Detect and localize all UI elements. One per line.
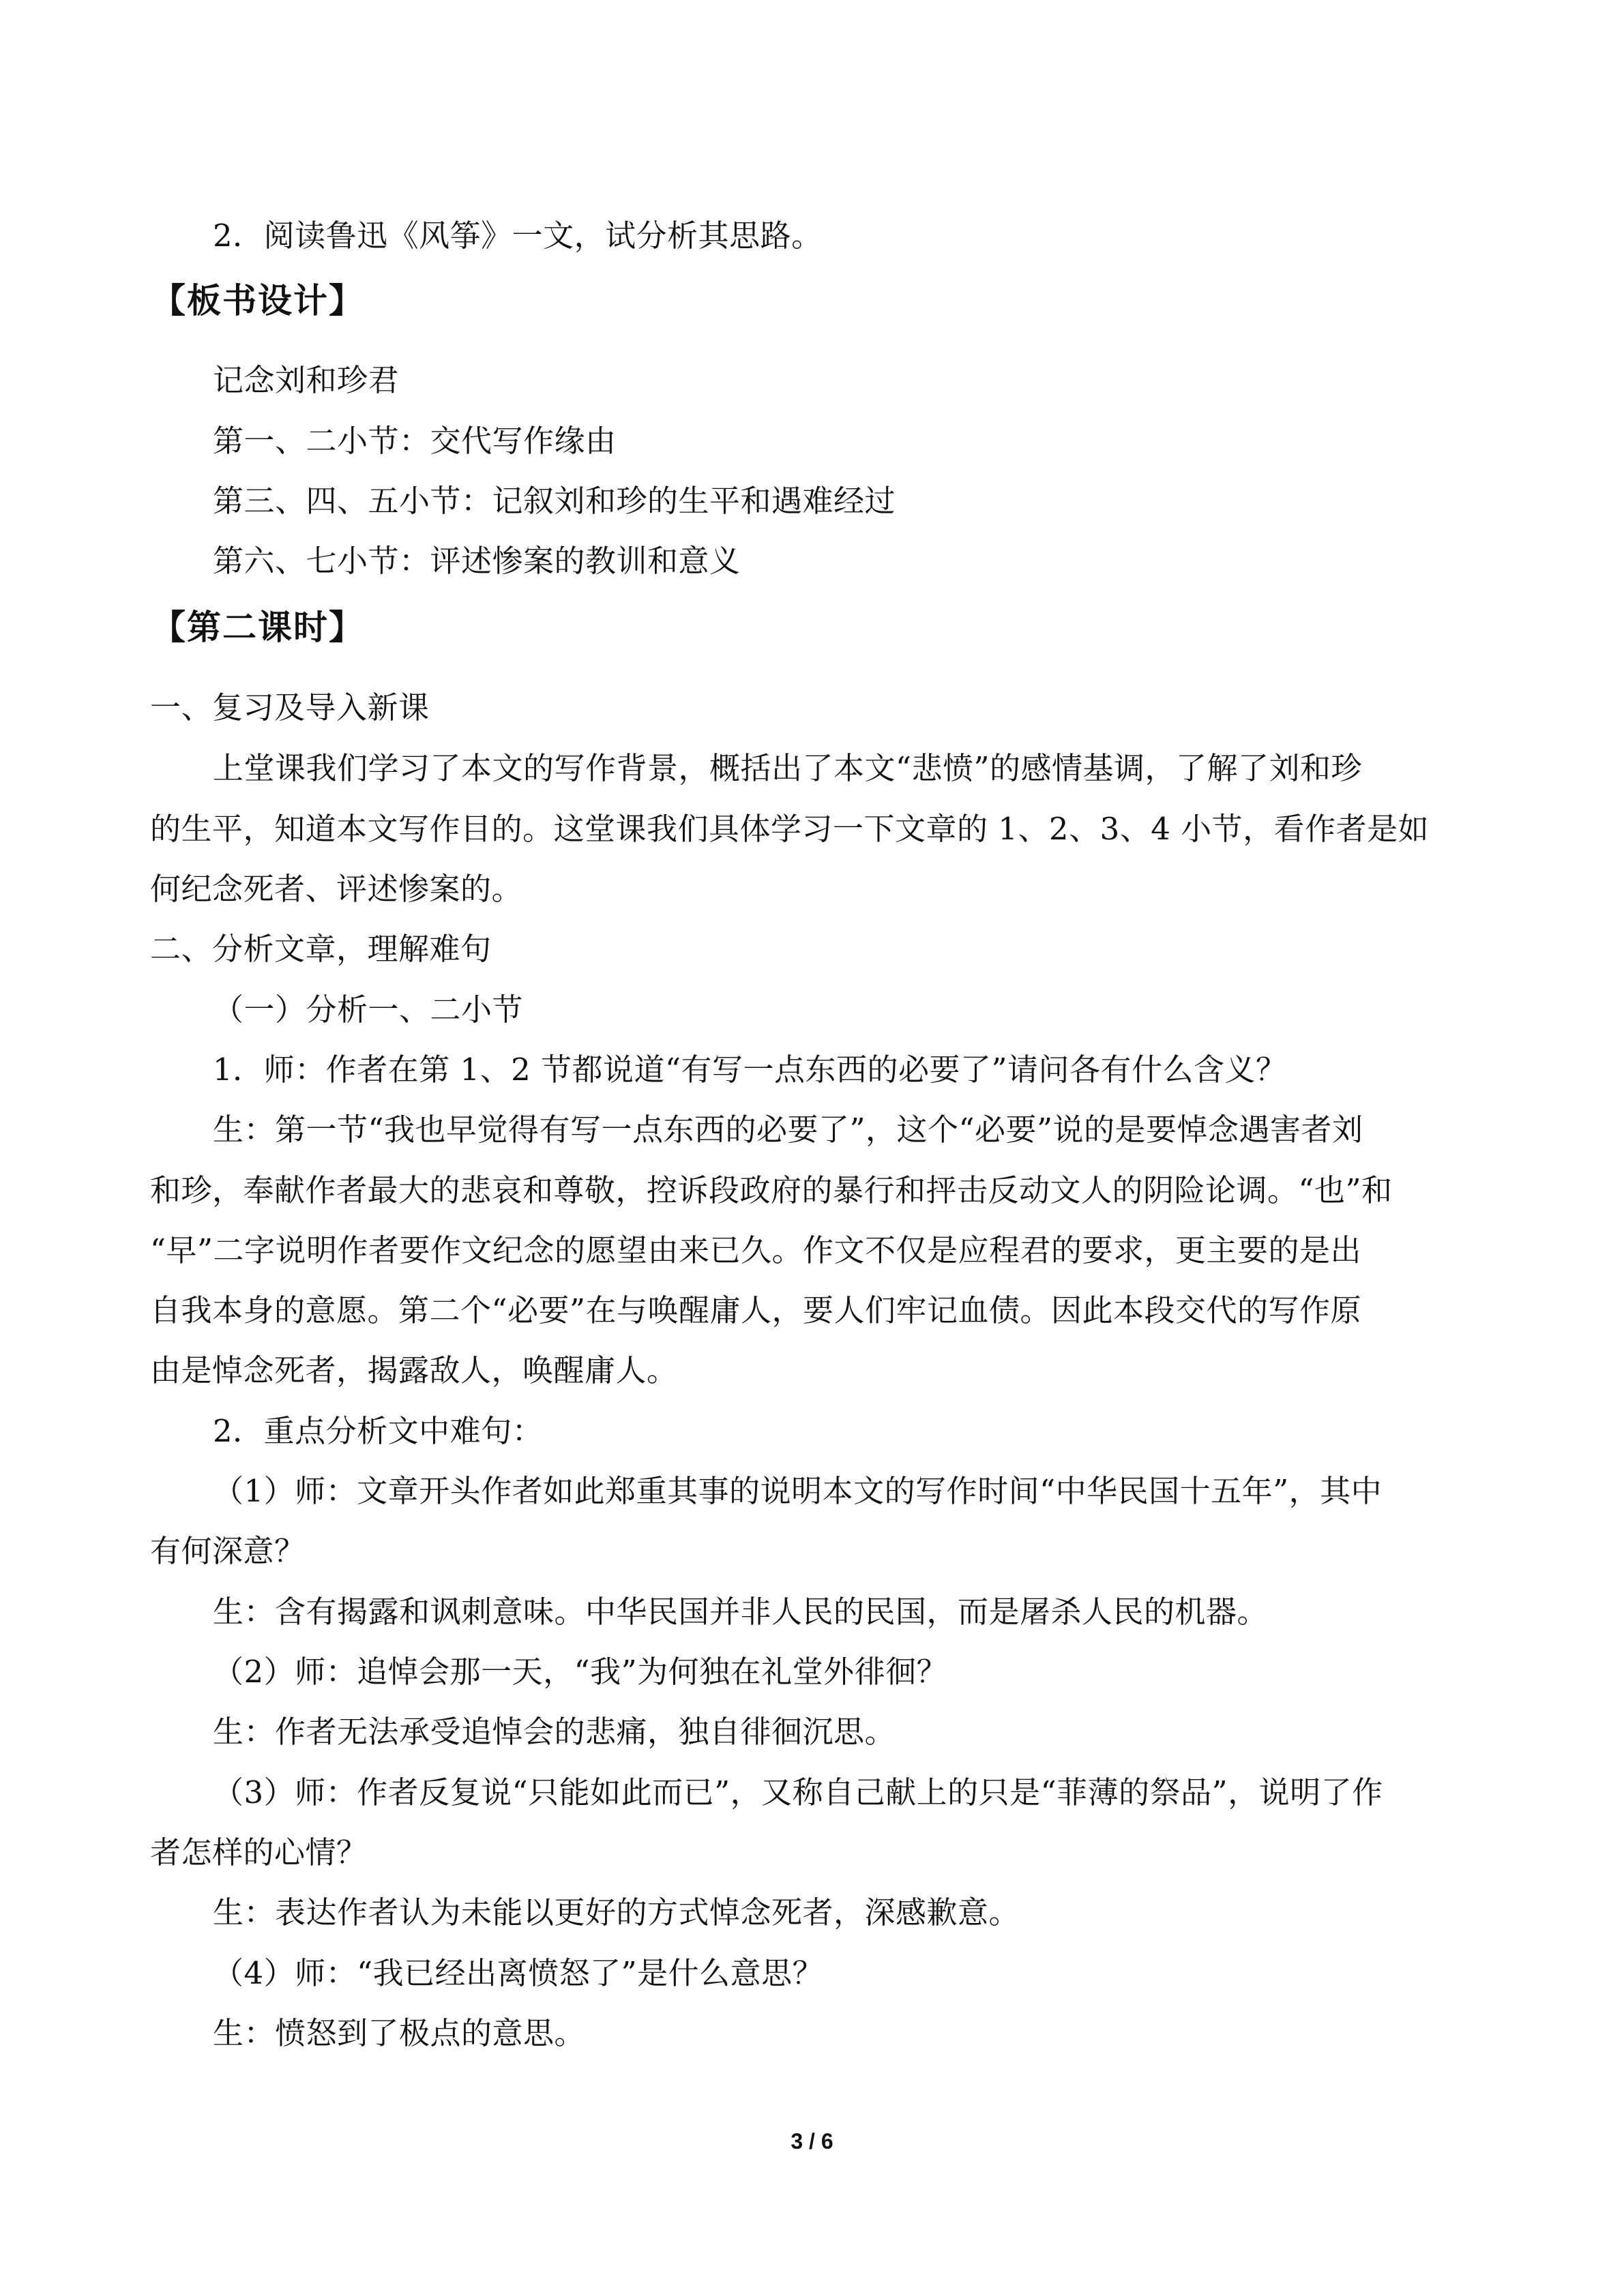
page-number: 3 / 6 xyxy=(791,2129,833,2153)
question-3-difficult-line-1: （3）师：作者反复说“只能如此而已”，又称自己献上的只是“菲薄的祭品”，说明了作 xyxy=(213,1774,1383,1810)
answer-1-line-2: 和珍，奉献作者最大的悲哀和尊敬，控诉段政府的暴行和抨击反动文人的阴险论调。“也”和 xyxy=(150,1172,1393,1208)
answer-1-line-1: 生：第一节“我也早觉得有写一点东西的必要了”，这个“必要”说的是要悼念遇害者刘 xyxy=(213,1112,1363,1148)
answer-2-difficult: 生：作者无法承受追悼会的悲痛，独自徘徊沉思。 xyxy=(213,1714,896,1750)
answer-1-line-5: 由是悼念死者，揭露敌人，唤醒庸人。 xyxy=(150,1352,678,1388)
question-3-difficult-line-2: 者怎样的心情？ xyxy=(150,1834,368,1870)
answer-4-difficult: 生：愤怒到了极点的意思。 xyxy=(213,2015,586,2051)
board-design-line-2: 第三、四、五小节：记叙刘和珍的生平和遇难经过 xyxy=(213,483,896,519)
question-4-difficult: （4）师：“我已经出离愤怒了”是什么意思？ xyxy=(213,1955,824,1991)
board-design-heading: 【板书设计】 xyxy=(151,281,364,320)
question-1-difficult-line-1: （1）师：文章开头作者如此郑重其事的说明本文的写作时间“中华民国十五年”，其中 xyxy=(213,1473,1383,1509)
answer-3-difficult: 生：表达作者认为未能以更好的方式悼念死者，深感歉意。 xyxy=(213,1894,1020,1930)
board-design-title: 记念刘和珍君 xyxy=(213,362,400,398)
answer-1-line-3: “早”二字说明作者要作文纪念的愿望由来已久。作文不仅是应程君的要求，更主要的是出 xyxy=(150,1232,1362,1268)
homework-item-2: 2．阅读鲁迅《风筝》一文，试分析其思路。 xyxy=(213,218,823,254)
board-design-line-3: 第六、七小节：评述惨案的教训和意义 xyxy=(213,543,741,579)
answer-1-line-4: 自我本身的意愿。第二个“必要”在与唤醒庸人，要人们牢记血债。因此本段交代的写作原 xyxy=(150,1292,1362,1328)
second-lesson-heading: 【第二课时】 xyxy=(151,608,364,647)
section-1-para-line-3: 何纪念死者、评述惨案的。 xyxy=(150,871,523,907)
section-2-title: 二、分析文章，理解难句 xyxy=(150,931,492,967)
board-design-line-1: 第一、二小节：交代写作缘由 xyxy=(213,423,617,459)
question-1: 1．师：作者在第 1、2 节都说道“有写一点东西的必要了”请问各有什么含义？ xyxy=(213,1052,1287,1088)
section-1-para-line-1: 上堂课我们学习了本文的写作背景，概括出了本文“悲愤”的感情基调，了解了刘和珍 xyxy=(213,750,1363,786)
subsection-1-title: （一）分析一、二小节 xyxy=(213,992,524,1028)
question-2-difficult: （2）师：追悼会那一天，“我”为何独在礼堂外徘徊？ xyxy=(213,1654,948,1690)
answer-1-difficult: 生：含有揭露和讽刺意味。中华民国并非人民的民国，而是屠杀人民的机器。 xyxy=(213,1594,1269,1630)
section-1-title: 一、复习及导入新课 xyxy=(150,689,430,726)
item-2-title: 2．重点分析文中难句： xyxy=(213,1413,544,1449)
section-1-para-line-2: 的生平，知道本文写作目的。这堂课我们具体学习一下文章的 1、2、3、4 小节，看作者是如 xyxy=(150,811,1430,847)
question-1-difficult-line-2: 有何深意？ xyxy=(150,1533,306,1569)
